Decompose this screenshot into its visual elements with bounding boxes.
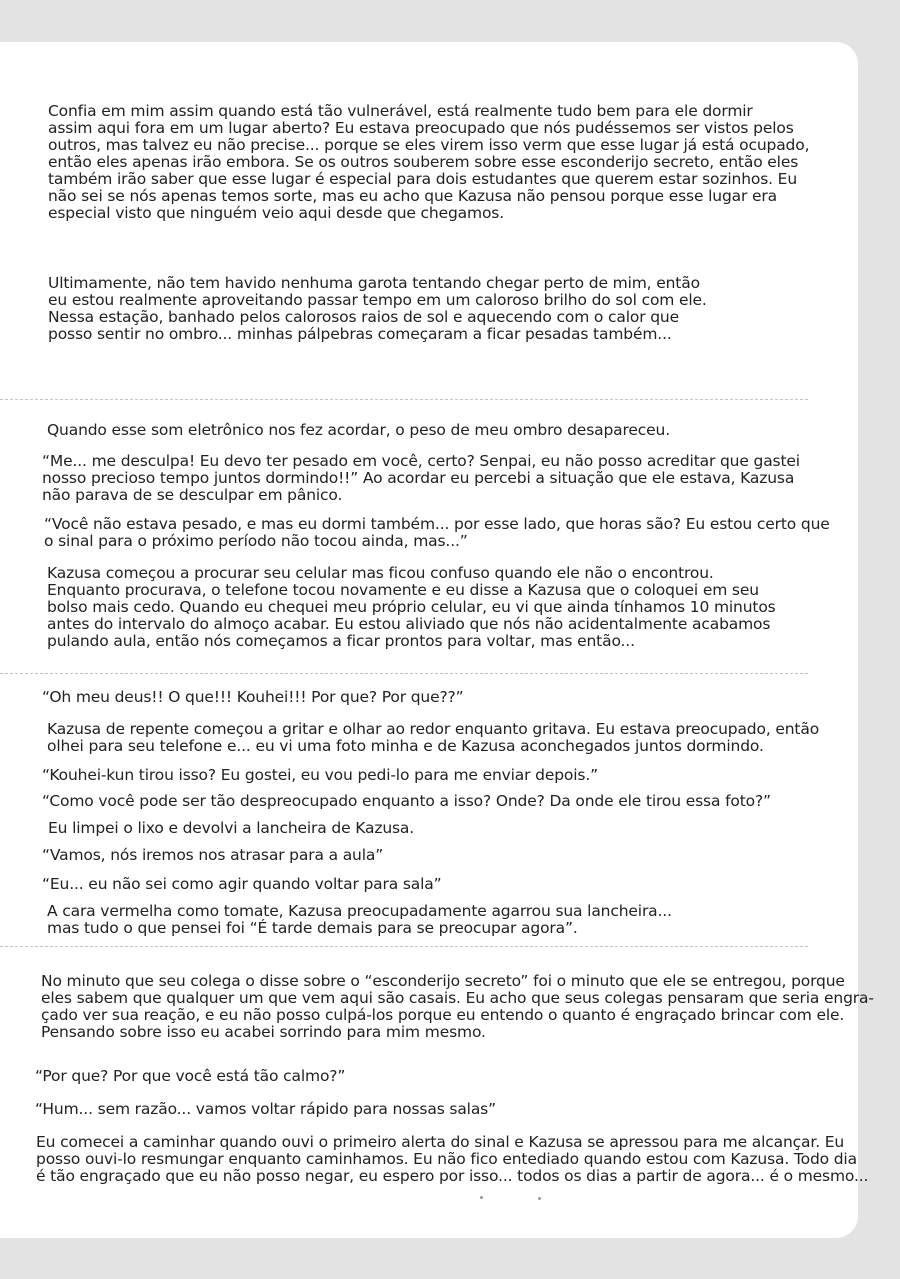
- paragraph: Kazusa começou a procurar seu celular mas ficou confuso quando ele não o encontrou. Enquanto procurava, o telefone tocou novamente e eu disse a Kazusa que o coloquei em seu bolso mais cedo. Quando eu chequei meu próprio celular, eu vi que ainda tínhamos 10 minutos antes do intervalo do almoço acabar. Eu estou aliviado que nós não acidentalmente acabamos pulando aula, então nós começamos a ficar prontos para voltar, mas então...: [47, 564, 776, 650]
- paragraph: Eu limpei o lixo e devolvi a lancheira de Kazusa.: [48, 819, 415, 837]
- dialogue-line: “Você não estava pesado, e mas eu dormi também... por esse lado, que horas são? Eu estou certo que o sinal para o próximo período não tocou ainda, mas...”: [44, 515, 830, 550]
- section-divider: [0, 399, 808, 400]
- section-divider: [0, 673, 808, 674]
- dialogue-line: “Me... me desculpa! Eu devo ter pesado em você, certo? Senpai, eu não posso acreditar que gastei nosso precioso tempo juntos dormindo!!” Ao acordar eu percebi a situação que ele estava, Kazusa não parava de se desculpar em pânico.: [42, 452, 800, 504]
- dialogue-line: “Por que? Por que você está tão calmo?”: [35, 1067, 346, 1085]
- ellipsis-dot: [538, 1197, 541, 1200]
- paragraph: Ultimamente, não tem havido nenhuma garota tentando chegar perto de mim, então eu estou realmente aproveitando passar tempo em um caloroso brilho do sol com ele. Nessa estação, banhado pelos calorosos raios de sol e aquecendo com o calor que posso sentir no ombro... minhas pálpebras começaram a ficar pesadas também...: [48, 274, 707, 343]
- paragraph: Confia em mim assim quando está tão vulnerável, está realmente tudo bem para ele dormir assim aqui fora em um lugar aberto? Eu estava preocupado que nós pudéssemos ser vistos pelos outros, mas talvez eu não precise... porque se eles virem isso verm que esse lugar já está ocupado, então eles apenas irão embora. Se os outros souberem sobre esse esconderijo secreto, então eles também irão saber que esse lugar é especial para dois estudantes que querem estar sozinhos. Eu não sei se nós apenas temos sorte, mas eu acho que Kazusa não pensou porque esse lugar era especial visto que ninguém veio aqui desde que chegamos.: [48, 102, 810, 222]
- dialogue-line: “Como você pode ser tão despreocupado enquanto a isso? Onde? Da onde ele tirou essa foto?”: [42, 792, 771, 810]
- paragraph: A cara vermelha como tomate, Kazusa preocupadamente agarrou sua lancheira... mas tudo o que pensei foi “É tarde demais para se preocupar agora”.: [47, 902, 672, 937]
- dialogue-line: “Eu... eu não sei como agir quando voltar para sala”: [42, 875, 442, 893]
- section-divider: [0, 946, 808, 947]
- paragraph: Quando esse som eletrônico nos fez acordar, o peso de meu ombro desapareceu.: [47, 421, 670, 439]
- paragraph: Kazusa de repente começou a gritar e olhar ao redor enquanto gritava. Eu estava preocupado, então olhei para seu telefone e... eu vi uma foto minha e de Kazusa aconchegados juntos dormindo.: [47, 720, 820, 755]
- dialogue-line: “Hum... sem razão... vamos voltar rápido para nossas salas”: [35, 1100, 496, 1118]
- ellipsis-dot: [480, 1196, 483, 1199]
- dialogue-line: “Kouhei-kun tirou isso? Eu gostei, eu vou pedi-lo para me enviar depois.”: [42, 766, 598, 784]
- paragraph: No minuto que seu colega o disse sobre o “esconderijo secreto” foi o minuto que ele se entregou, porque eles sabem que qualquer um que vem aqui são casais. Eu acho que seus colegas pensaram que seria engra- çado ver sua reação, e eu não posso culpá-los porque eu entendo o quanto é engraçado brincar com ele. Pensando sobre isso eu acabei sorrindo para mim mesmo.: [41, 972, 874, 1041]
- paragraph: Eu comecei a caminhar quando ouvi o primeiro alerta do sinal e Kazusa se apressou para me alcançar. Eu posso ouvi-lo resmungar enquanto caminhamos. Eu não fico entediado quando estou com Kazusa. Todo dia é tão engraçado que eu não posso negar, eu espero por isso... todos os dias a partir de agora... é o mesmo...: [36, 1133, 869, 1185]
- dialogue-line: “Oh meu deus!! O que!!! Kouhei!!! Por que? Por que??”: [42, 688, 464, 706]
- dialogue-line: “Vamos, nós iremos nos atrasar para a aula”: [42, 846, 384, 864]
